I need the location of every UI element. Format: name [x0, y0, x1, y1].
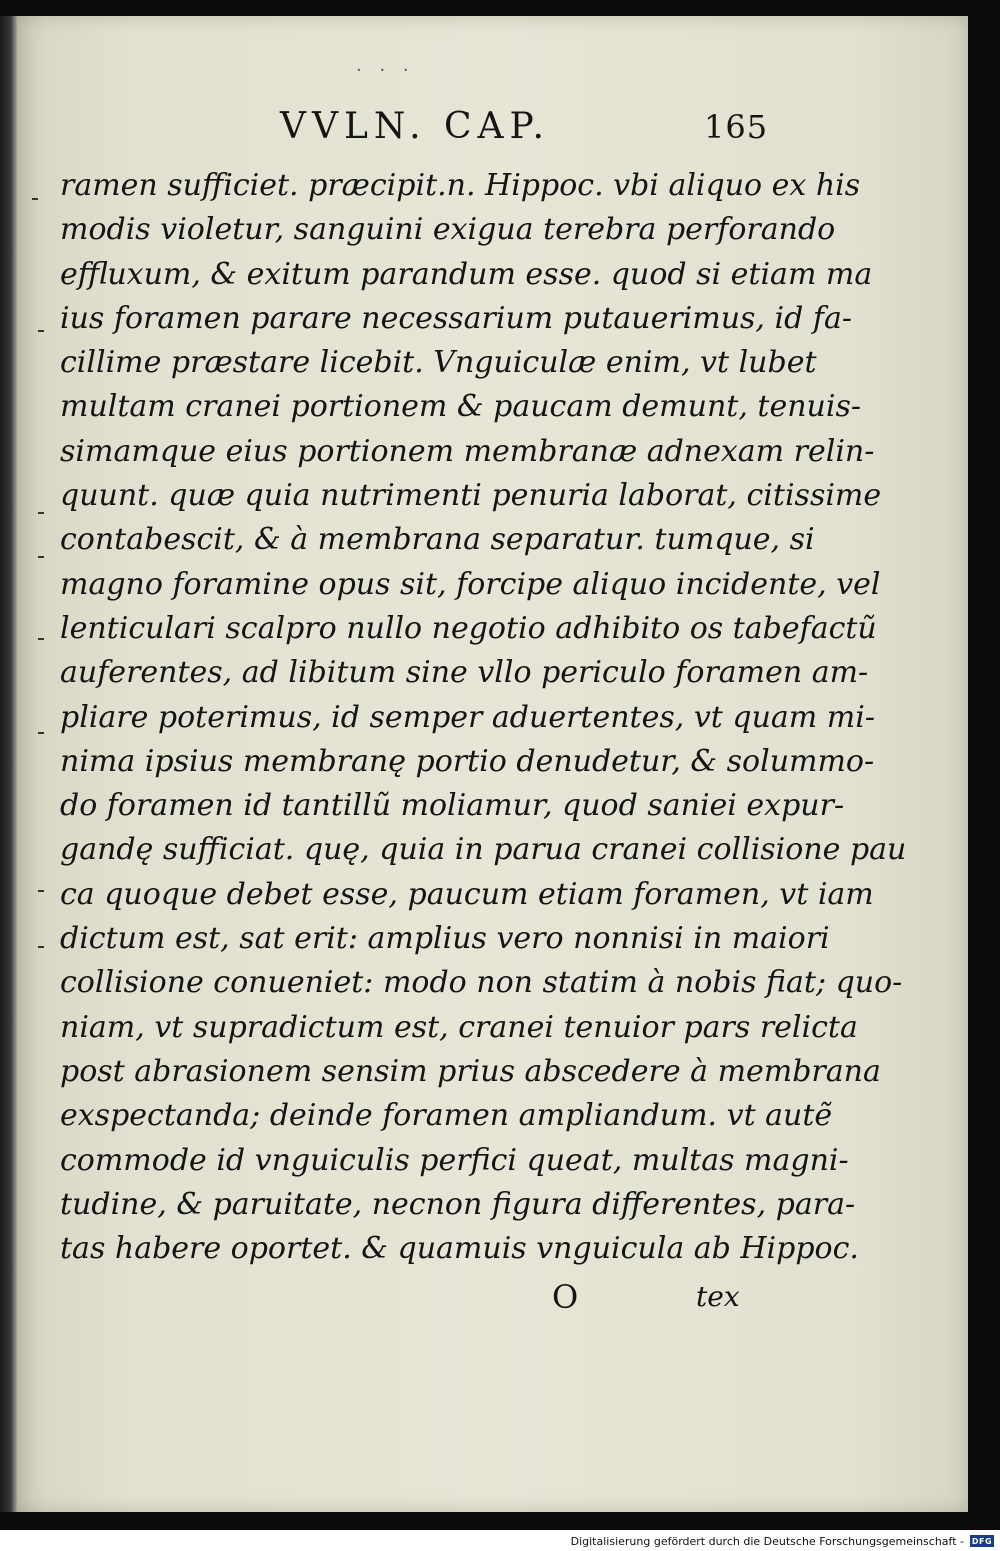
- margin-tick: [38, 330, 44, 332]
- text-line: do foramen id tantillũ moliamur, quod saniei expur-: [60, 788, 845, 824]
- text-line: multam cranei portionem & paucam demunt, tenuis-: [60, 389, 861, 425]
- digitization-credit: [571, 1533, 994, 1549]
- text-line: collisione conueniet: modo non statim à nobis fiat; quo-: [60, 965, 903, 1001]
- text-line: simamque eius portionem membranæ adnexam relin-: [60, 433, 875, 469]
- page-header: [18, 106, 968, 156]
- text-line: cillime præstare licebit. Vnguiculæ enim, vt lubet: [60, 345, 817, 381]
- text-line: lenticulari scalpro nullo negotio adhibito os tabefactũ: [60, 610, 877, 646]
- margin-tick: [38, 556, 44, 558]
- margin-tick: [38, 890, 44, 892]
- text-line: dictum est, sat erit: amplius vero nonnisi in maiori: [60, 921, 830, 957]
- page-binding-edge: [0, 16, 18, 1512]
- dfg-logo-icon: DFG: [971, 1536, 993, 1546]
- text-line: auferentes, ad libitum sine vllo periculo foramen am-: [60, 655, 869, 691]
- page-body-text: [60, 164, 907, 1271]
- text-line: contabescit, & à membrana separatur. tumque, si: [60, 522, 815, 558]
- text-line: tudine, & paruitate, necnon figura differentes, para-: [60, 1186, 856, 1222]
- signature-mark: O: [552, 1278, 579, 1316]
- text-line: nima ipsius membranę portio denudetur, & solummo-: [60, 743, 875, 779]
- margin-tick: [38, 732, 44, 734]
- text-line: quunt. quæ quia nutrimenti penuria laborat, citissime: [60, 478, 882, 514]
- margin-tick: [32, 198, 38, 200]
- text-line: effluxum, & exitum parandum esse. quod si etiam ma: [60, 256, 873, 292]
- running-head: VVLN. CAP.: [280, 106, 550, 147]
- margin-tick: [38, 946, 44, 948]
- page-footer: [18, 1278, 968, 1322]
- text-line: ca quoque debet esse, paucum etiam foramen, vt iam: [60, 876, 874, 912]
- text-line: ius foramen parare necessarium putauerimus, id fa-: [60, 300, 852, 336]
- text-line: post abrasionem sensim prius abscedere à membrana: [60, 1053, 881, 1089]
- text-line: niam, vt supradictum est, cranei tenuior pars relicta: [60, 1009, 858, 1045]
- text-line: pliare poterimus, id semper aduertentes, vt quam mi-: [60, 699, 875, 735]
- text-line: magno foramine opus sit, forcipe aliquo incidente, vel: [60, 566, 881, 602]
- margin-tick: [38, 638, 44, 640]
- book-page: [18, 16, 968, 1512]
- page-number: 165: [704, 108, 769, 146]
- credit-text: Digitalisierung gefördert durch die Deutsche Forschungsgemeinschaft -: [570, 1534, 964, 1548]
- text-line: ramen sufficiet. præcipit.n. Hippoc. vbi aliquo ex his: [60, 168, 861, 203]
- margin-tick: [38, 512, 44, 514]
- text-line: commode id vnguiculis perfici queat, multas magni-: [60, 1142, 849, 1178]
- text-line: tas habere oportet. & quamuis vnguicula ab Hippoc.: [60, 1231, 859, 1267]
- text-line: gandę sufficiat. quę, quia in parua cranei collisione pau: [60, 832, 907, 868]
- catchword: tex: [696, 1280, 740, 1313]
- text-line: modis violetur, sanguini exigua terebra perforando: [60, 212, 836, 248]
- stray-ink-mark: · · ·: [356, 60, 415, 81]
- text-line: exspectanda; deinde foramen ampliandum. vt autẽ: [60, 1098, 833, 1134]
